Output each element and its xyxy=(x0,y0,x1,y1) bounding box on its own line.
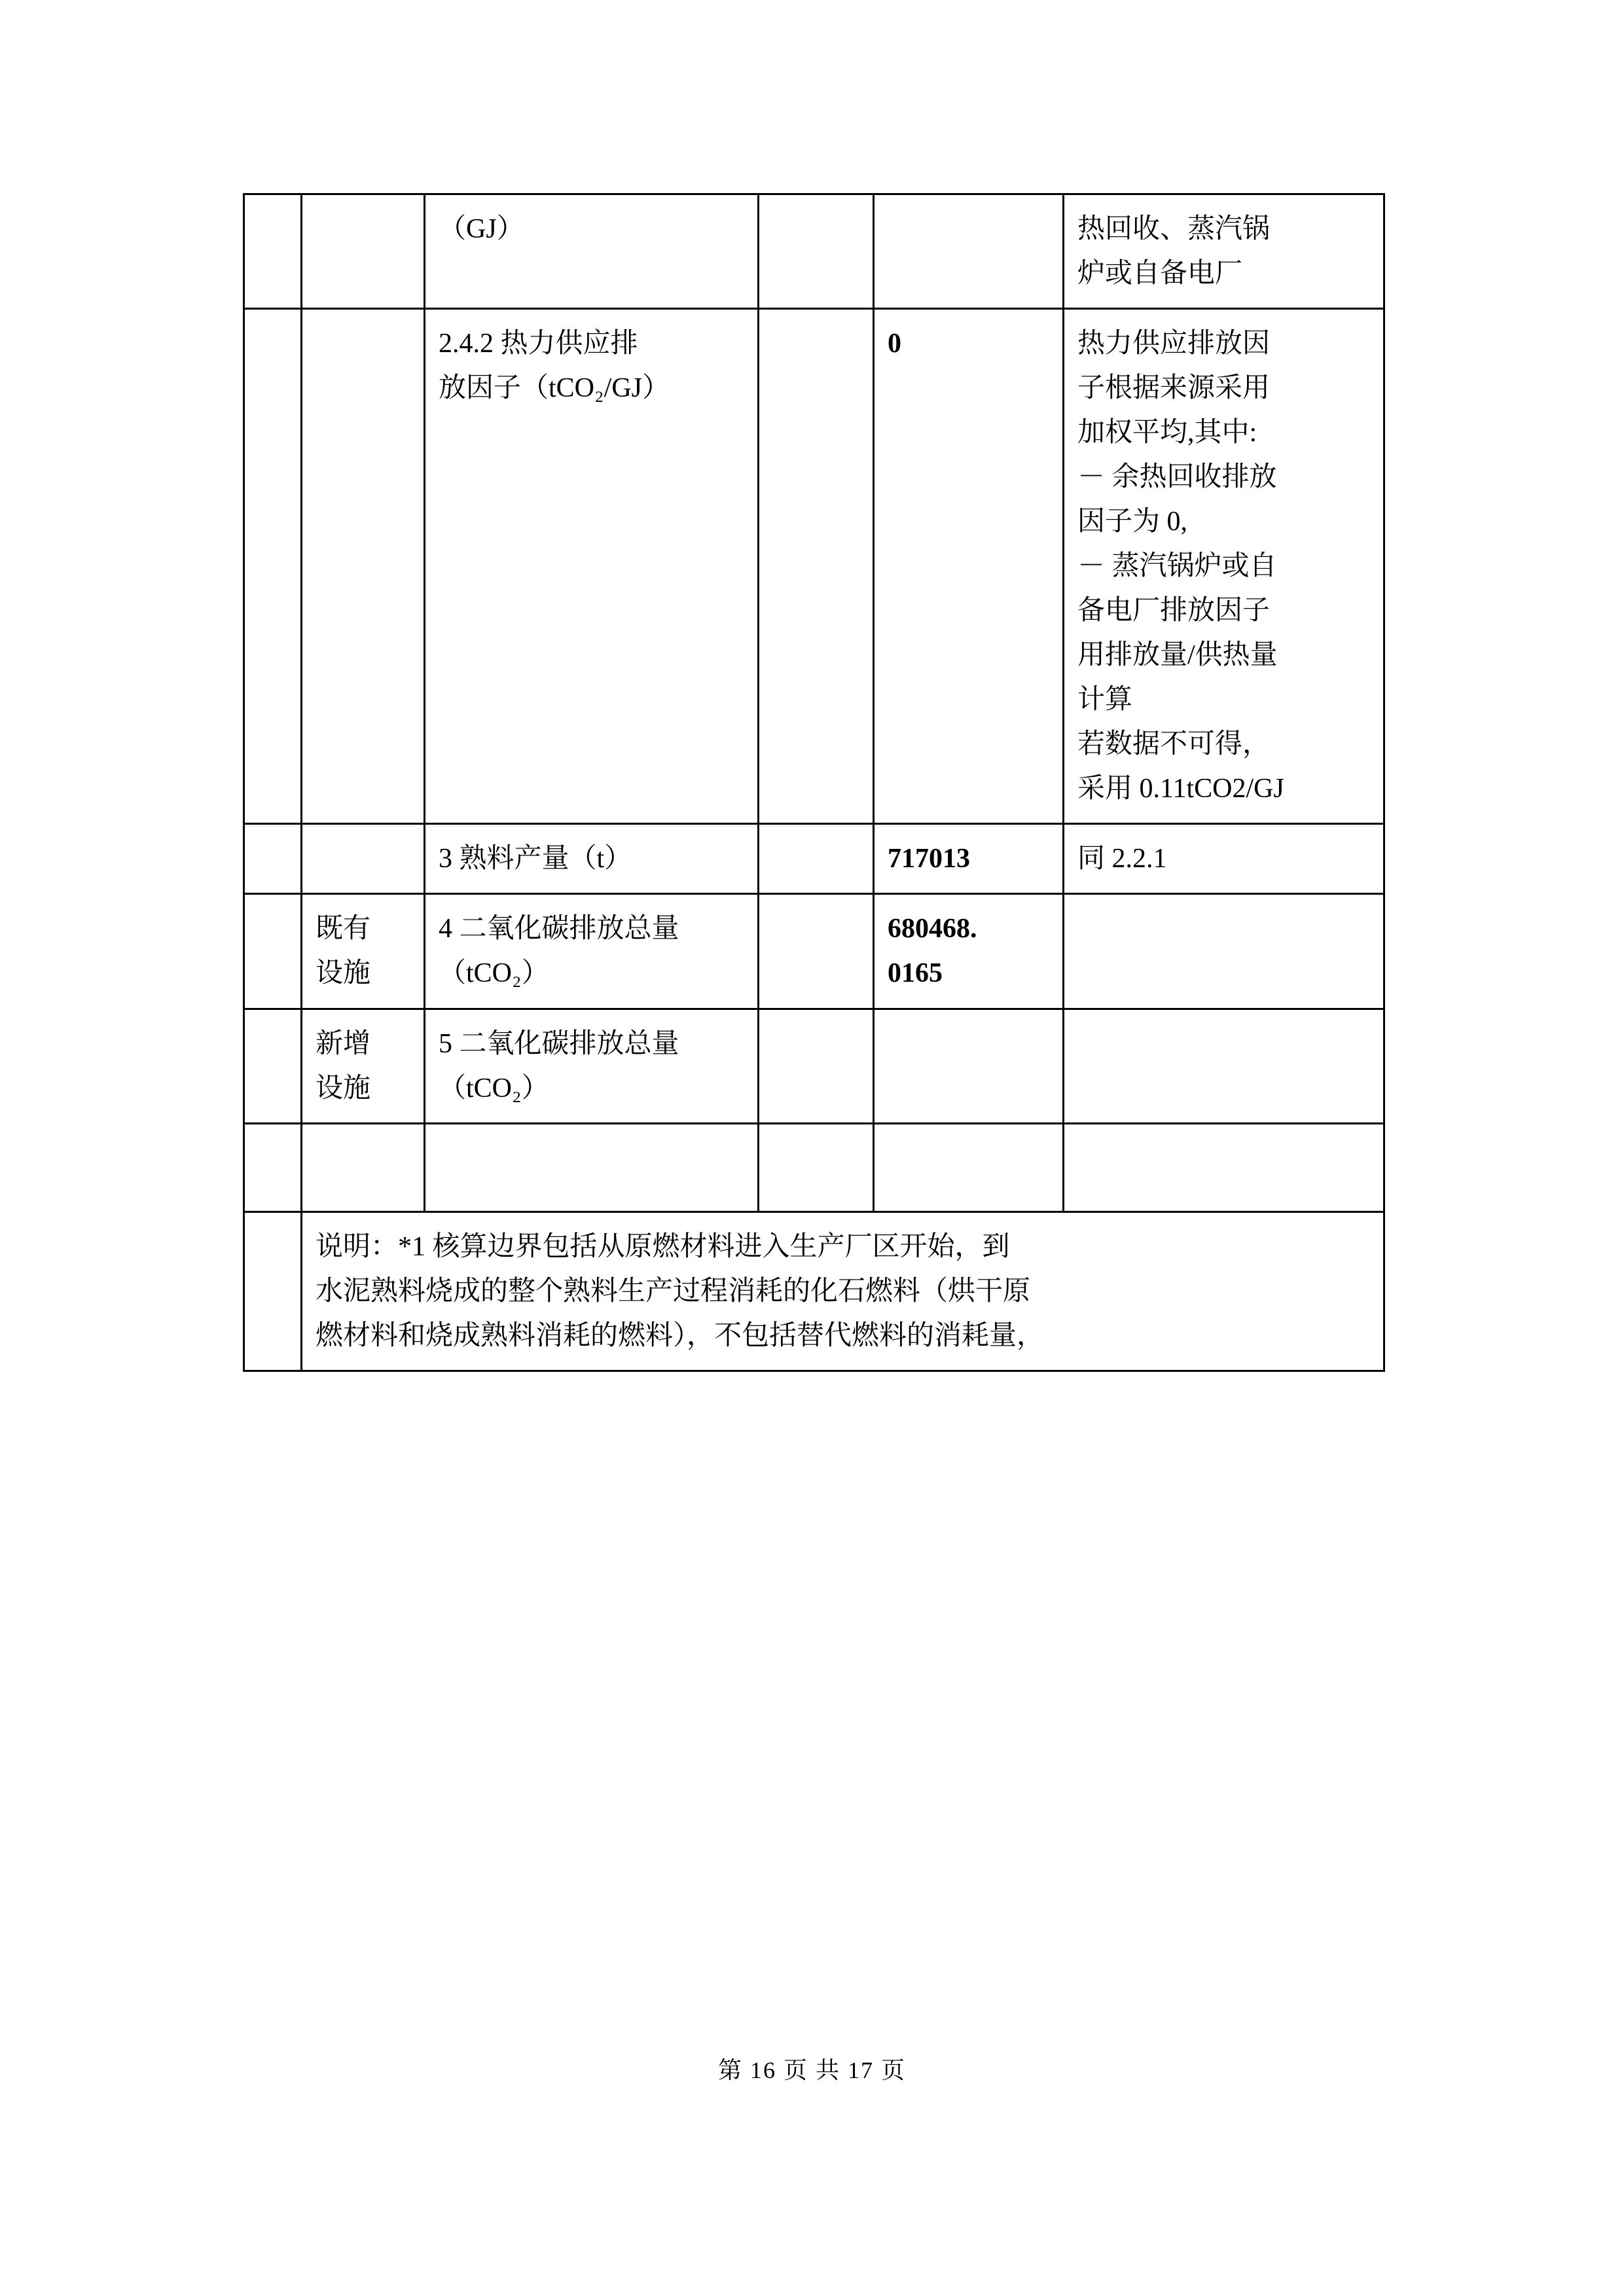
table-row xyxy=(244,824,1384,894)
table-row xyxy=(244,1009,1384,1123)
row1-cell-item xyxy=(425,194,759,309)
row4-cell-d xyxy=(759,894,874,1009)
table-row-note xyxy=(244,1211,1384,1371)
row2-remark-line6: － 蒸汽锅炉或自 xyxy=(1077,551,1277,582)
row4-cell-a xyxy=(244,894,302,1009)
row6-cell-d xyxy=(759,1123,874,1211)
row5-cell-remark xyxy=(1064,1009,1384,1123)
row1-remark-line2: 炉或自备电厂 xyxy=(1077,259,1243,289)
row1-cell-b xyxy=(302,194,425,309)
row1-item-line1: （GJ） xyxy=(439,214,524,244)
row6-cell-e xyxy=(874,1123,1064,1211)
row6-cell-a xyxy=(244,1123,302,1211)
table-row-empty xyxy=(244,1123,1384,1211)
row4-value-line2: 0165 xyxy=(888,958,943,989)
row3-cell-remark xyxy=(1064,824,1384,894)
row2-item-line2: 放因子（tCO₂/GJ） xyxy=(439,373,670,404)
row3-cell-item xyxy=(425,824,759,894)
row2-remark-line7: 备电厂排放因子 xyxy=(1077,596,1271,626)
row2-remark-line1: 热力供应排放因 xyxy=(1077,329,1271,359)
row2-remark-line8: 用排放量/供热量 xyxy=(1077,640,1278,671)
row3-cell-a xyxy=(244,824,302,894)
row5-cell-item xyxy=(425,1009,759,1123)
row1-cell-remark xyxy=(1064,194,1384,309)
row2-cell-a xyxy=(244,309,302,824)
note-cell-a xyxy=(244,1211,302,1371)
row5-cell-value xyxy=(874,1009,1064,1123)
row2-cell-remark xyxy=(1064,309,1384,824)
row4-cell-value xyxy=(874,894,1064,1009)
emissions-data-table xyxy=(243,193,1385,1372)
row1-cell-value xyxy=(874,194,1064,309)
row2-remark-line3: 加权平均,其中: xyxy=(1077,418,1257,448)
row4-facility-line1: 既有 xyxy=(316,914,371,944)
table-row xyxy=(244,309,1384,824)
row2-cell-value: 0 xyxy=(874,309,1064,824)
row6-cell-c xyxy=(425,1123,759,1211)
row2-remark-line5: 因子为 0, xyxy=(1077,507,1188,537)
row2-cell-item xyxy=(425,309,759,824)
row5-item-line1: 5 二氧化碳排放总量 xyxy=(439,1028,679,1059)
row2-remark-line2: 子根据来源采用 xyxy=(1077,373,1271,404)
table-footnote xyxy=(302,1211,1384,1371)
row3-cell-b xyxy=(302,824,425,894)
row4-value-line1: 680468. xyxy=(888,914,977,944)
row3-cell-value: 717013 xyxy=(874,824,1064,894)
page-footer: 第 16 页 共 17 页 xyxy=(717,2057,906,2083)
row6-cell-f xyxy=(1064,1123,1384,1211)
row2-remark-line4: － 余热回收排放 xyxy=(1077,462,1277,493)
row2-item-line1: 2.4.2 热力供应排 xyxy=(439,329,638,359)
row4-item-line1: 4 二氧化碳排放总量 xyxy=(439,914,679,944)
footnote-line1: 说明：*1 核算边界包括从原燃材料进入生产厂区开始，到 xyxy=(316,1231,1010,1262)
row4-facility-line2: 设施 xyxy=(316,958,371,989)
row2-cell-d xyxy=(759,309,874,824)
row4-cell-remark xyxy=(1064,894,1384,1009)
row5-facility-line1: 新增 xyxy=(316,1028,371,1059)
table-row xyxy=(244,194,1384,309)
footnote-line2: 水泥熟料烧成的整个熟料生产过程消耗的化石燃料（烘干原 xyxy=(316,1276,1031,1306)
row5-item-line2: （tCO₂） xyxy=(439,1073,549,1103)
row2-remark-line9: 计算 xyxy=(1077,685,1133,715)
row5-cell-d xyxy=(759,1009,874,1123)
row4-item-line2: （tCO₂） xyxy=(439,958,549,989)
row2-remark-line10: 若数据不可得， xyxy=(1077,729,1271,760)
row6-cell-b xyxy=(302,1123,425,1211)
row1-cell-a xyxy=(244,194,302,309)
footnote-line3: 燃材料和烧成熟料消耗的燃料），不包括替代燃料的消耗量， xyxy=(316,1320,1045,1351)
row5-facility-line2: 设施 xyxy=(316,1073,371,1103)
row2-cell-b xyxy=(302,309,425,824)
row1-remark-line1: 热回收、蒸汽锅 xyxy=(1077,214,1271,244)
row3-cell-d xyxy=(759,824,874,894)
row3-remark-line1: 同 2.2.1 xyxy=(1077,844,1167,874)
table-row xyxy=(244,894,1384,1009)
row4-cell-facility xyxy=(302,894,425,1009)
row2-remark-line11: 采用 0.11tCO2/GJ xyxy=(1077,774,1284,804)
row1-cell-d xyxy=(759,194,874,309)
row3-item-line1: 3 熟料产量（t） xyxy=(439,844,632,874)
row5-cell-a xyxy=(244,1009,302,1123)
row5-cell-facility xyxy=(302,1009,425,1123)
row4-cell-item xyxy=(425,894,759,1009)
